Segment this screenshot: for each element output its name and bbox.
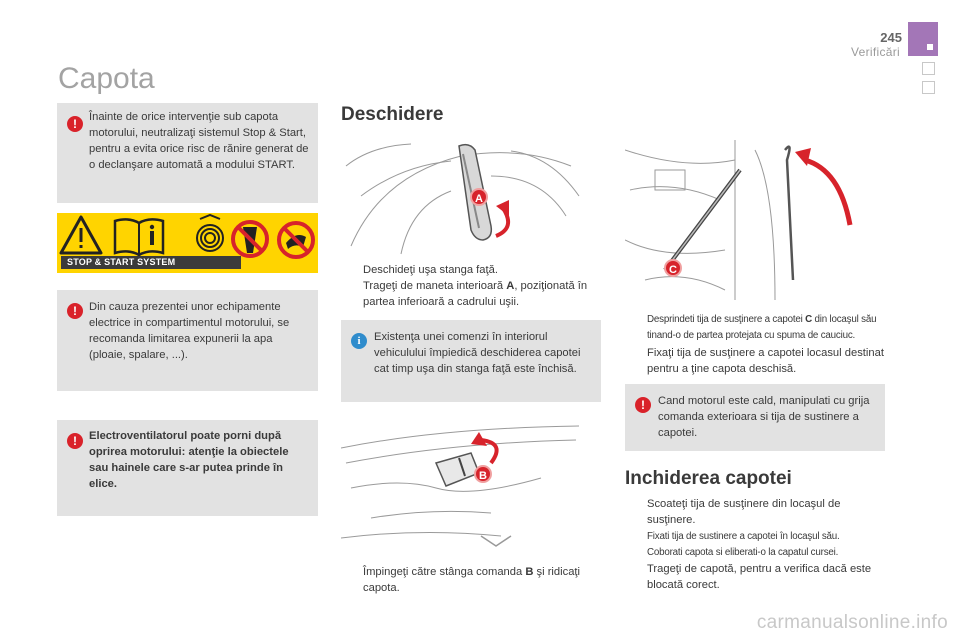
closing-step xyxy=(625,561,887,593)
warning-box-hot-engine xyxy=(625,384,885,451)
chapter-tab-active[interactable] xyxy=(908,22,938,56)
callout-c: C xyxy=(664,259,682,277)
chapter-tab[interactable] xyxy=(922,81,935,94)
step-text: şi ridicaţi capota. xyxy=(363,566,581,594)
callout-b: B xyxy=(474,465,492,483)
step-text: Fixati tija de sustinere a capotei în locaşul său. xyxy=(647,531,840,542)
step-text: Fixaţi tija de susţinere a capotei locasul destinat pentru a ţine capota deschisă. xyxy=(647,347,884,375)
warning-text: Înainte de orice intervenţie sub capota motorului, neutralizaţi sistemul Stop & Start, pentru a evita orice risc de rănire generat de o declanşare automată a modului START. xyxy=(89,111,309,171)
info-box-door xyxy=(341,320,601,402)
warning-icon: ! xyxy=(67,433,83,449)
warning-box-water xyxy=(57,290,318,391)
warning-text: Din cauza prezentei unor echipamente electrice in compartimentul motorului, se recomanda limitarea expunerii la apa (ploaie, spalare, ...). xyxy=(89,301,290,361)
page-number: 245 xyxy=(880,30,902,45)
figure-hood-prop xyxy=(625,130,873,302)
step-text: Trageţi de capotă, pentru a verifica dacă este blocată corect. xyxy=(647,563,872,591)
page-title: Capota xyxy=(58,62,155,95)
step-ref-c: C xyxy=(805,314,812,325)
step-text: , poziţionată în partea inferioară a cadrului uşii. xyxy=(363,280,588,308)
hood-prop-illustration-icon xyxy=(625,130,873,302)
warning-icon: ! xyxy=(67,303,83,319)
figure-hood-release xyxy=(341,418,581,558)
step-text: Scoateţi tija de susţinere din locaşul de susţinere. xyxy=(647,498,841,526)
chapter-tab[interactable] xyxy=(922,62,935,75)
step-text: din locaşul său tinand-o de partea protejata cu spuma de cauciuc. xyxy=(647,314,877,341)
warning-text: Electroventilatorul poate porni după oprirea motorului: atenţie la obiectele sau hainele care s-ar putea prinde în elice. xyxy=(89,430,289,490)
step-pull-lever xyxy=(341,278,603,310)
callout-a: A xyxy=(470,188,488,206)
closing-step xyxy=(625,496,887,528)
step-text: Deschideţi uşa stanga faţă. xyxy=(363,264,498,276)
step-fix-prop xyxy=(625,345,887,377)
closing-step xyxy=(625,545,887,561)
tab-marker-icon xyxy=(927,44,933,50)
step-open-door xyxy=(341,262,603,278)
info-text: Existenţa unei comenzi în interiorul vehiculului împiedică deschiderea capotei cat timp uşa din stanga faţă este închisă. xyxy=(374,331,581,375)
stop-start-pictogram xyxy=(57,213,318,273)
section-title: Verificări xyxy=(850,45,900,59)
hood-release-illustration-icon xyxy=(341,418,581,558)
door-lever-illustration-icon xyxy=(341,136,581,256)
watermark: carmanualsonline.info xyxy=(756,612,948,633)
warning-icon: ! xyxy=(67,116,83,132)
warning-box-stop-start xyxy=(57,103,318,203)
warning-box-fan xyxy=(57,420,318,516)
warning-text: Cand motorul este cald, manipulati cu grija comanda exterioara si tija de sustinere a capotei. xyxy=(658,395,870,439)
step-text: Trageţi de maneta interioară xyxy=(363,280,507,292)
step-push-release xyxy=(341,564,603,596)
step-text: Coborati capota si eliberati-o la capatul cursei. xyxy=(647,547,839,558)
warning-icon: ! xyxy=(635,397,651,413)
section-heading-opening: Deschidere xyxy=(341,104,444,125)
section-heading-closing: Inchiderea capotei xyxy=(625,468,792,489)
step-ref-b: B xyxy=(525,566,534,578)
figure-door-lever xyxy=(341,136,581,256)
step-ref-a: A xyxy=(506,280,515,292)
step-text: Desprindeti tija de susţinere a capotei xyxy=(647,314,806,325)
stop-start-label: STOP & START SYSTEM xyxy=(61,256,241,269)
closing-step xyxy=(625,529,887,545)
step-text: Împingeţi către stânga comanda xyxy=(363,566,526,578)
info-icon: i xyxy=(351,333,367,349)
step-release-prop xyxy=(625,312,887,344)
